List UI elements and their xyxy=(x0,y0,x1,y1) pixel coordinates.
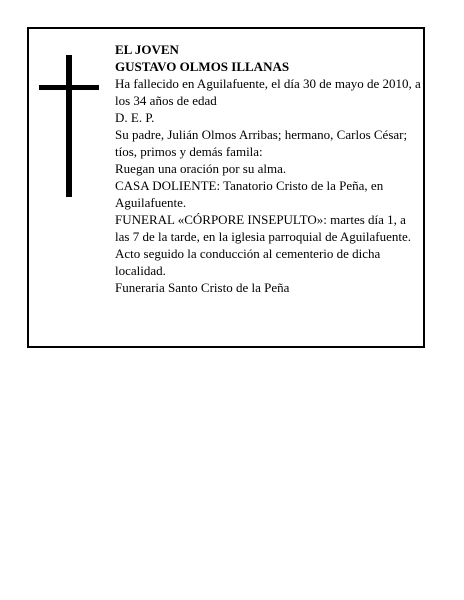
obituary-notice xyxy=(27,27,425,348)
death-announcement: Ha fallecido en Aguilafuente, el día 30 de mayo de 2010, a los 34 años de edad xyxy=(115,76,421,108)
cross-icon xyxy=(39,55,99,197)
rip-line: D. E. P. xyxy=(115,110,155,125)
deceased-name: GUSTAVO OLMOS ILLANAS xyxy=(115,59,290,74)
deceased-prefix: EL JOVEN xyxy=(115,42,179,57)
mourning-house: CASA DOLIENTE: Tanatorio Cristo de la Peña, en Aguilafuente. xyxy=(115,178,384,210)
family-list: Su padre, Julián Olmos Arribas; hermano, Carlos César; tíos, primos y demás famila: xyxy=(115,127,408,159)
funeral-home: Funeraria Santo Cristo de la Peña xyxy=(115,280,290,295)
funeral-details: FUNERAL «CÓRPORE INSEPULTO»: martes día 1, a las 7 de la tarde, en la iglesia parroquial de Aguilafuente. Acto seguido la conducción al cementerio de dicha localidad. xyxy=(115,212,411,278)
cross-horizontal-bar xyxy=(39,85,99,90)
prayer-request: Ruegan una oración por su alma. xyxy=(115,161,287,176)
cross-vertical-bar xyxy=(66,55,72,197)
obituary-text xyxy=(115,41,421,296)
